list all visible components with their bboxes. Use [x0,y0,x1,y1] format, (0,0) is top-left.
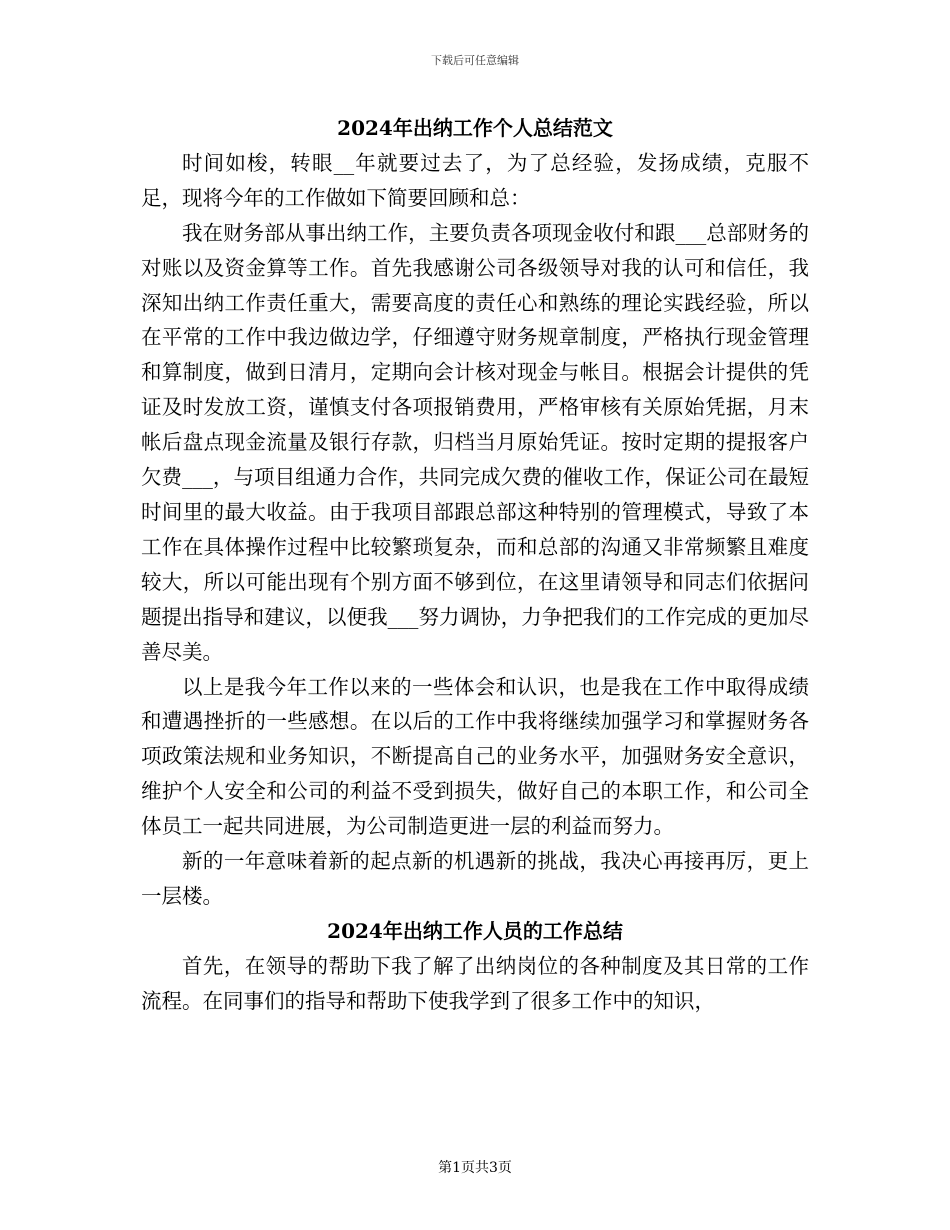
paragraph: 我在财务部从事出纳工作，主要负责各项现金收付和跟___总部财务的对账以及资金算等工作。首先我感谢公司各级领导对我的认可和信任，我深知出纳工作责任重大，需要高度的责任心和熟练的理论实践经验，所以在平常的工作中我边做边学，仔细遵守财务规章制度，严格执行现金管理和算制度，做到日清月，定期向会计核对现金与帐目。根据会计提供的凭证及时发放工资，谨慎支付各项报销费用，严格审核有关原始凭据，月末帐后盘点现金流量及银行存款，归档当月原始凭证。按时定期的提报客户欠费___，与项目组通力合作，共同完成欠费的催收工作，保证公司在最短时间里的最大收益。由于我项目部跟总部这种特别的管理模式，导致了本工作在具体操作过程中比较繁琐复杂，而和总部的沟通又非常频繁且难度较大，所以可能出现有个别方面不够到位，在这里请领导和同志们依据问题提出指导和建议，以便我___努力调协，力争把我们的工作完成的更加尽善尽美。 [141,220,809,664]
paragraph: 时间如梭，转眼__年就要过去了，为了总经验，发扬成绩，克服不足，现将今年的工作做如下简要回顾和总： [141,150,809,210]
paragraph: 首先，在领导的帮助下我了解了出纳岗位的各种制度及其日常的工作流程。在同事们的指导和帮助下使我学到了很多工作中的知识， [141,953,809,1013]
paragraph: 新的一年意味着新的起点新的机遇新的挑战，我决心再接再厉，更上一层楼。 [141,849,809,908]
page-header-note: 下载后可任意编辑 [431,54,519,67]
page-number: 第1页共3页 [438,1160,512,1176]
section-title-2: 2024年出纳工作人员的工作总结 [327,918,623,943]
section-title-1: 2024年出纳工作个人总结范文 [337,116,613,140]
paragraph: 以上是我今年工作以来的一些体会和认识，也是我在工作中取得成绩和遭遇挫折的一些感想。在以后的工作中我将继续加强学习和掌握财务各项政策法规和业务知识，不断提高自己的业务水平，加强财务安全意识，维护个人安全和公司的利益不受到损失，做好自己的本职工作，和公司全体员工一起共同进展，为公司制造更进一层的利益而努力。 [141,674,809,839]
document-body [141,111,809,1019]
